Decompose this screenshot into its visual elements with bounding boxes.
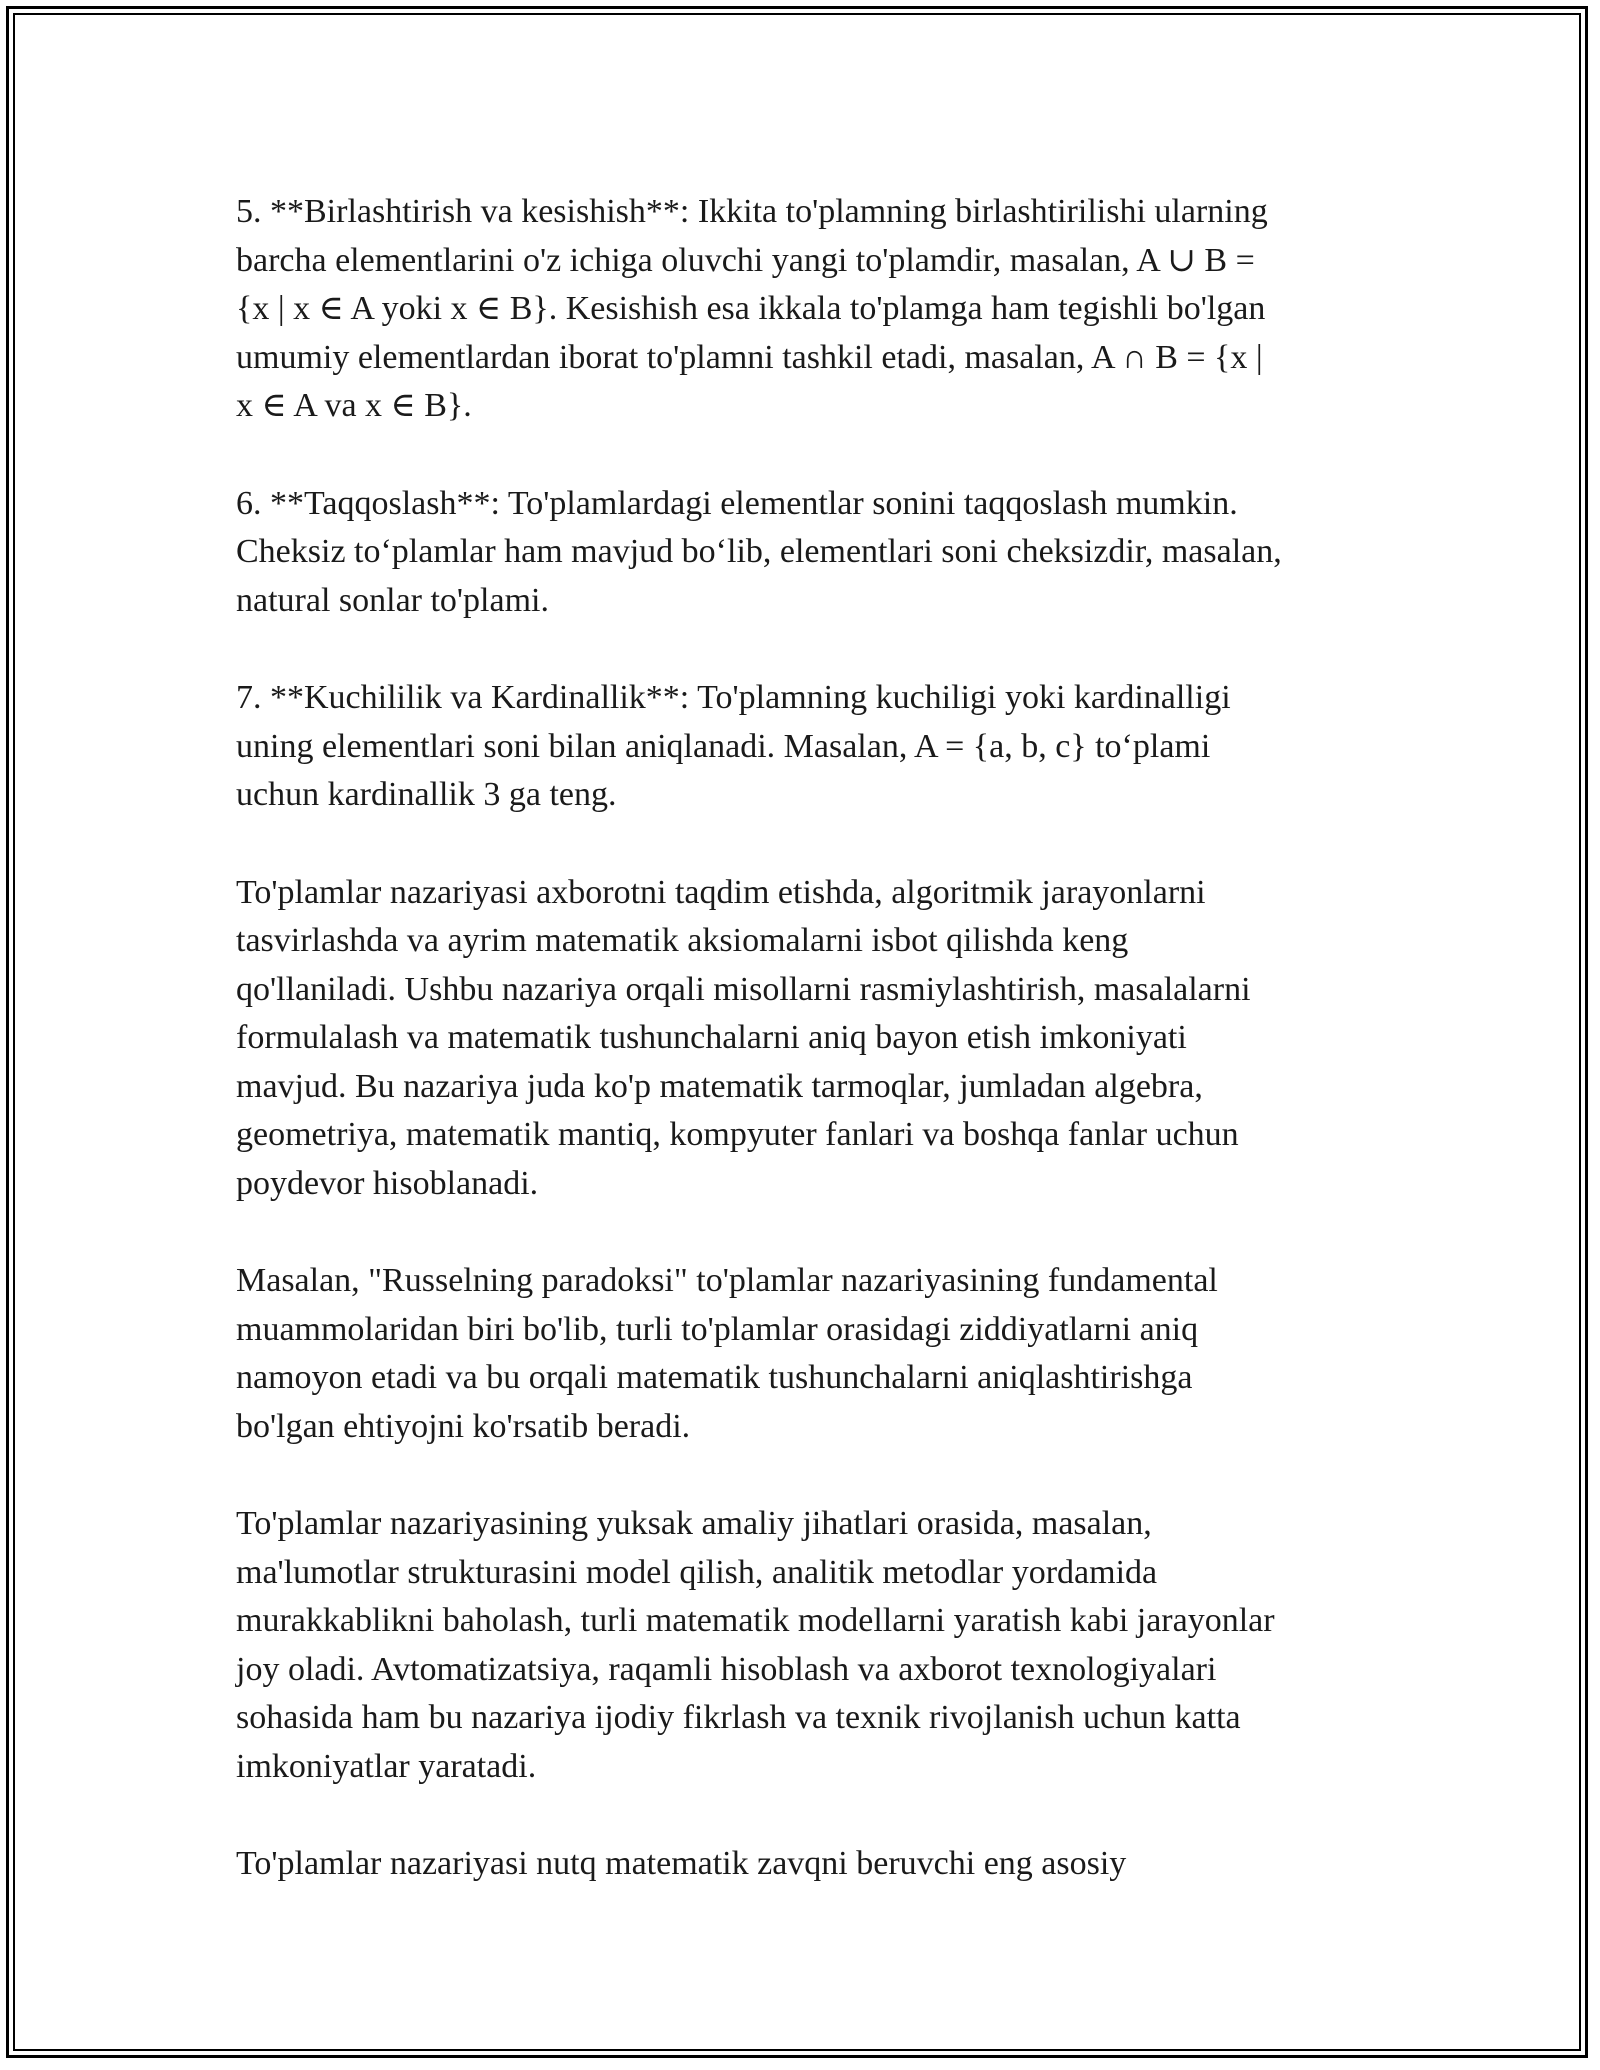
- paragraph-applications: To'plamlar nazariyasi axborotni taqdim etishda, algoritmik jarayonlarni tasvirlashda va ayrim matematik aksiomalarni isbot qilishda keng qo'llaniladi. Ushbu nazariya orqali misollarni rasmiylashtirish, masalalarni formulalash va matematik tushunchalarni aniq bayon etish imkoniyati mavjud. Bu nazariya juda ko'p matematik tarmoqlar, jumladan algebra, geometriya, matematik mantiq, kompyuter fanlari va boshqa fanlar uchun poydevor hisoblanadi.: [236, 873, 1251, 1202]
- paragraph-closing: To'plamlar nazariyasi nutq matematik zavqni beruvchi eng asosiy: [236, 1845, 1127, 1882]
- paragraph-practical-aspects: To'plamlar nazariyasining yuksak amaliy jihatlari orasida, masalan, ma'lumotlar strukturasini model qilish, analitik metodlar yordamida murakkablikni baholash, turli matematik modellarni yaratish kabi jarayonlar joy oladi. Avtomatizatsiya, raqamli hisoblash va axborot texnologiyalari sohasida ham bu nazariya ijodiy fikrlash va texnik rivojlanish uchun katta imkoniyatlar yaratadi.: [236, 1505, 1275, 1785]
- paragraph-union-intersection: 5. **Birlashtirish va kesishish**: Ikkita to'plamning birlashtirilishi ularning barcha elementlarini o'z ichiga oluvchi yangi to'plamdir, masalan, A ∪ B = {x | x ∈ A yoki x ∈ B}. Kesishish esa ikkala to'plamga ham tegishli bo'lgan umumiy elementlardan iborat to'plamni tashkil etadi, masalan, A ∩ B = {x | x ∈ A va x ∈ B}.: [236, 193, 1268, 424]
- paragraph-russell-paradox: Masalan, "Russelning paradoksi" to'plamlar nazariyasining fundamental muammolaridan biri bo'lib, turli to'plamlar orasidagi ziddiyatlarni aniq namoyon etadi va bu orqali matematik tushunchalarni aniqlashtirishga bo'lgan ehtiyojni ko'rsatib beradi.: [236, 1262, 1218, 1445]
- paragraph-cardinality: 7. **Kuchililik va Kardinallik**: To'plamning kuchiligi yoki kardinalligi uning elementlari soni bilan aniqlanadi. Masalan, A = {a, b, c} to‘plami uchun kardinallik 3 ga teng.: [236, 679, 1231, 813]
- paragraph-comparison: 6. **Taqqoslash**: To'plamlardagi elementlar sonini taqqoslash mumkin. Cheksiz to‘plamlar ham mavjud bo‘lib, elementlari soni cheksizdir, masalan, natural sonlar to'plami.: [236, 484, 1282, 619]
- document-body: [236, 188, 1376, 1938]
